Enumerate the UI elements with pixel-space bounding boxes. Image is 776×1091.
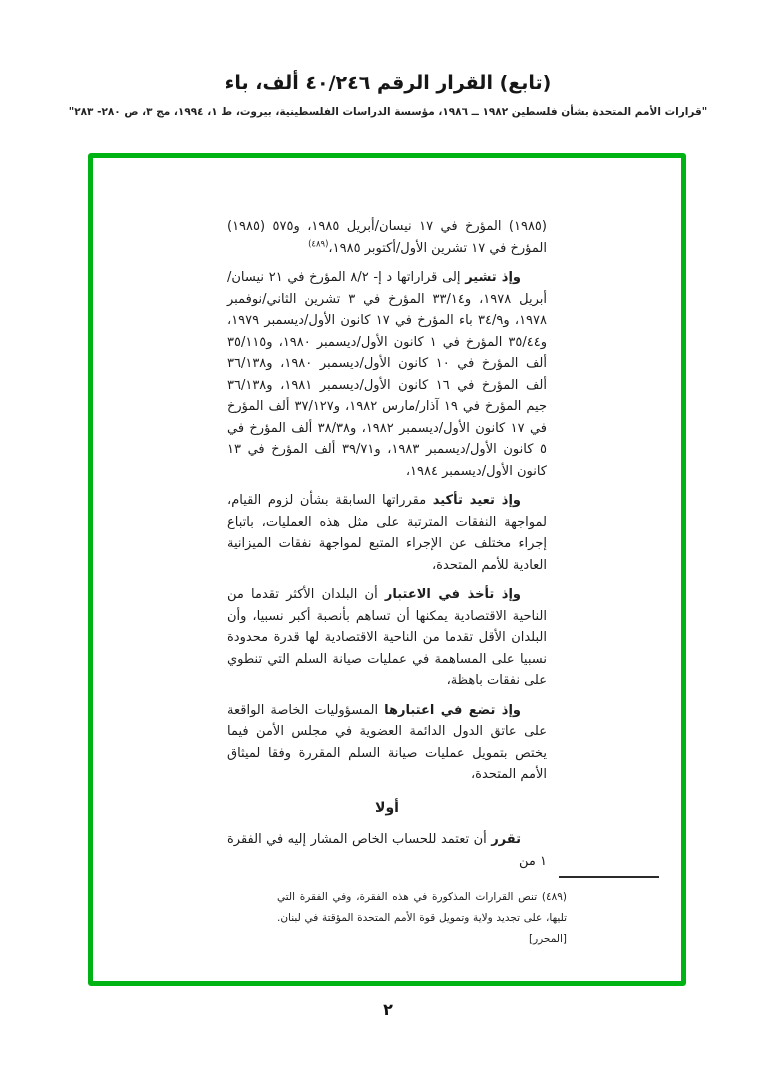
paragraph-bearing-in-mind bbox=[227, 700, 547, 786]
paragraph-decides bbox=[227, 829, 547, 872]
section-heading-first: أولا bbox=[375, 799, 399, 816]
footnote-block bbox=[269, 876, 659, 950]
paragraph-text: أن البلدان الأكثر تقدما من الناحية الاقتصادية يمكنها أن تساهم بأنصبة أكبر نسبيا، وأن البلدان الأقل تقدما من الناحية الاقتصادية لها قدرة محدودة نسبيا على المساهمة في عمليات صيانة السلم التي تنطوي على نفقات باهظة، bbox=[227, 587, 547, 688]
paragraph-lead: وإذ تعيد تأكيد bbox=[432, 493, 522, 508]
paragraph-text: مقرراتها السابقة بشأن لزوم القيام، لمواجهة النفقات المترتبة على مثل هذه العمليات، باتباع إجراء مختلف عن الإجراء المتبع لمواجهة نفقات الميزانية العادية للأمم المتحدة، bbox=[227, 493, 547, 573]
content-frame bbox=[88, 153, 686, 986]
paragraph-text: أن تعتمد للحساب الخاص المشار إليه في الفقرة ١ من bbox=[227, 832, 547, 869]
paragraph-reaffirming bbox=[227, 490, 547, 576]
page-number: ٢ bbox=[383, 1000, 393, 1019]
footnote-text: (٤٨٩) تنص القرارات المذكورة في هذه الفقرة، وفي الفقرة التي تليها، على تجديد ولاية وتمويل قوة الأمم المتحدة المؤقتة في لبنان. [المحرر] bbox=[277, 891, 567, 945]
paragraph-lead: تقرر bbox=[491, 832, 521, 847]
paragraph-text: المسؤوليات الخاصة الواقعة على عاتق الدول الدائمة العضوية في مجلس الأمن فيما يختص بتمويل عمليات صيانة السلم المقررة وفقا لميثاق الأمم المتحدة، bbox=[227, 702, 547, 782]
resolution-title: (تابع) القرار الرقم ٤٠/٢٤٦ ألف، باء bbox=[224, 72, 552, 94]
paragraph-text: إلى قراراتها د إ- ٨/٢ المؤرخ في ٢١ نيسان/أبريل ١٩٧٨، و٣٣/١٤ المؤرخ في ٣ تشرين الثاني/نوفمبر ١٩٧٨، و٣٤/٩ باء المؤرخ في ١٧ كانون الأول/ديسمبر ١٩٧٩، و٣٥/٤٤ المؤرخ في ١ كانون الأول/ديسمبر ١٩٨٠، و٣٥/١١٥ ألف المؤرخ في ١٠ كانون الأول/ديسمبر ١٩٨٠، و٣٦/١٣٨ ألف المؤرخ في ١٦ كانون الأول/ديسمبر ١٩٨١، و٣٦/١٣٨ جيم المؤرخ في ١٩ آذار/مارس ١٩٨٢، و٣٧/١٢٧ ألف المؤرخ في ١٧ كانون الأول/ديسمبر ١٩٨٢، و٣٨/٣٨ ألف المؤرخ في ٥ كانون الأول/ديسمبر ١٩٨٣، و٣٩/٧١ ألف المؤرخ في ١٣ كانون الأول/ديسمبر ١٩٨٤، bbox=[227, 270, 548, 479]
source-citation: "قرارات الأمم المتحدة بشأن فلسطين ١٩٨٢ ــ ١٩٨٦، مؤسسة الدراسات الفلسطينية، بيروت، ط ١، ١٩٩٤، مج ٣، ص ٢٨٠- ٢٨٣" bbox=[68, 106, 708, 118]
paragraph-recalling bbox=[227, 267, 547, 482]
footnote-separator bbox=[559, 876, 659, 878]
paragraph-continuation bbox=[227, 216, 547, 259]
paragraph-taking-into-account bbox=[227, 584, 547, 692]
footnote-reference: (٤٨٩) bbox=[308, 239, 329, 250]
paragraph-lead: وإذ تشير bbox=[465, 270, 521, 285]
paragraph-lead: وإذ تضع في اعتبارها bbox=[384, 702, 521, 718]
paragraph-lead: وإذ تأخذ في الاعتبار bbox=[384, 587, 522, 602]
paragraph-text: (١٩٨٥) المؤرخ في ١٧ نيسان/أبريل ١٩٨٥، و٥٧٥ (١٩٨٥) المؤرخ في ١٧ تشرين الأول/أكتوبر ١٩٨٥، bbox=[227, 219, 547, 256]
resolution-body bbox=[227, 216, 547, 880]
